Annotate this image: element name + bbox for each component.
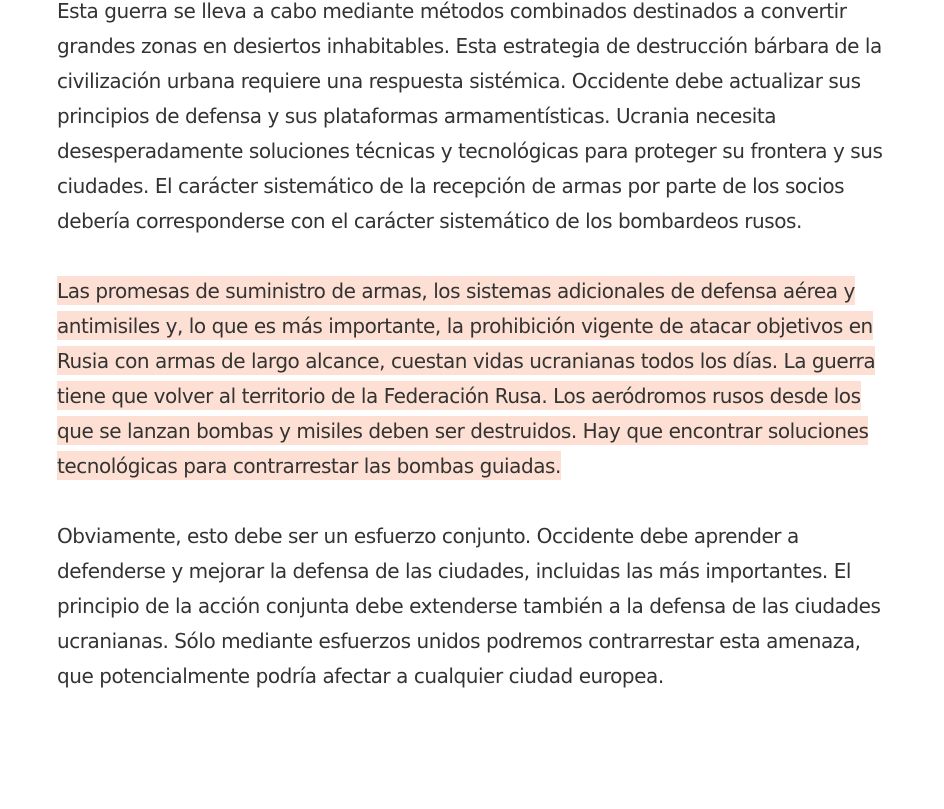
article-body (57, 0, 897, 694)
paragraph-highlighted (57, 274, 897, 484)
highlighted-text[interactable]: Las promesas de suministro de armas, los sistemas adicionales de defensa aérea y antimisiles y, lo que es más importante, la prohibición vigente de atacar objetivos en Rusia con armas de largo alcance, cuestan vidas ucranianas todos los días. La guerra tiene que volver al territorio de la Federación Rusa. Los aeródromos rusos desde los que se lanzan bombas y misiles deben ser destruidos. Hay que encontrar soluciones tecnológicas para contrarrestar las bombas guiadas. (57, 276, 875, 480)
paragraph-conclusion-text[interactable]: Obviamente, esto debe ser un esfuerzo conjunto. Occidente debe aprender a defenderse y mejorar la defensa de las ciudades, incluidas las más importantes. El principio de la acción conjunta debe extenderse también a la defensa de las ciudades ucranianas. Sólo mediante esfuerzos unidos podremos contrarrestar esta amenaza, que potencialmente podría afectar a cualquier ciudad europea. (57, 524, 881, 688)
paragraph-intro (57, 0, 897, 239)
paragraph-intro-text[interactable]: Esta guerra se lleva a cabo mediante métodos combinados destinados a convertir grandes zonas en desiertos inhabitables. Esta estrategia de destrucción bárbara de la civilización urbana requiere una respuesta sistémica. Occidente debe actualizar sus principios de defensa y sus plataformas armamentísticas. Ucrania necesita desesperadamente soluciones técnicas y tecnológicas para proteger su frontera y sus ciudades. El carácter sistemático de la recepción de armas por parte de los socios debería corresponderse con el carácter sistemático de los bombardeos rusos. (57, 0, 883, 233)
paragraph-conclusion (57, 519, 897, 694)
